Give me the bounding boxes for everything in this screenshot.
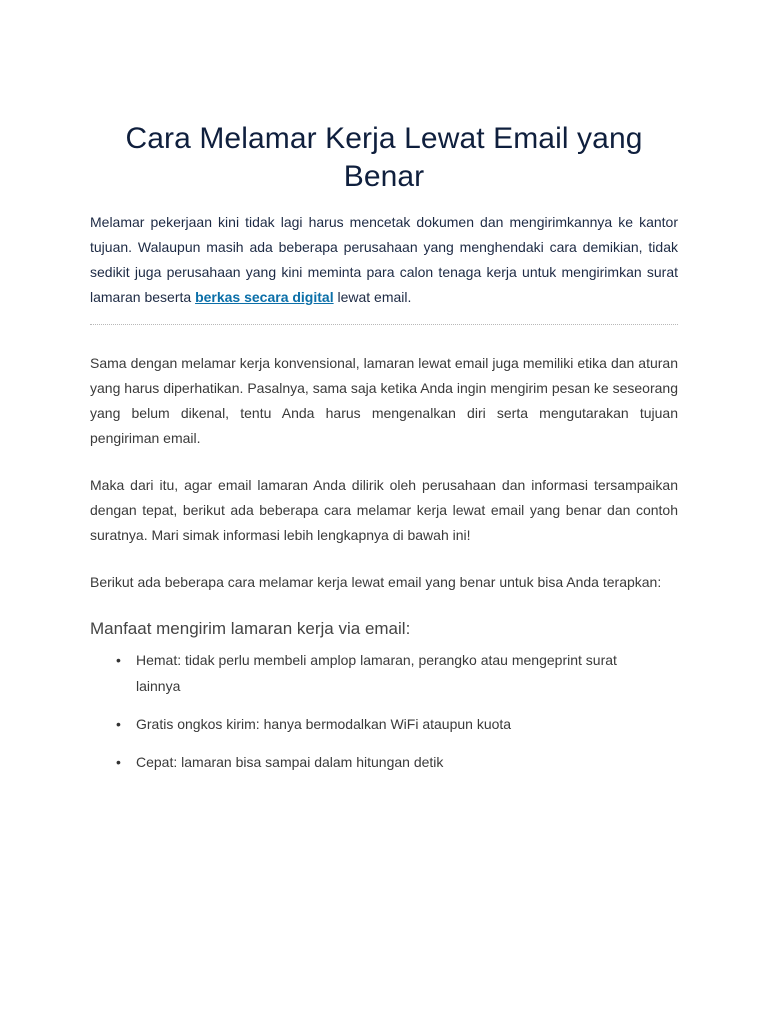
bullet-icon: • xyxy=(116,716,121,732)
benefits-subheading: Manfaat mengirim lamaran kerja via email: xyxy=(90,619,411,638)
section-divider xyxy=(90,324,678,325)
digital-files-link[interactable]: berkas secara digital xyxy=(195,289,334,305)
paragraph-etiquette: Sama dengan melamar kerja konvensional, lamaran lewat email juga memiliki etika dan aturan yang harus diperhatikan. Pasalnya, sama saja ketika Anda ingin mengirim pesan ke seseorang yang belum dikenal, tentu Anda harus mengenalkan diri serta mengutarakan tujuan pengiriman email. xyxy=(90,355,678,446)
list-item-text: Hemat: tidak perlu membeli amplop lamaran, perangko atau mengeprint surat lainnya xyxy=(136,652,617,694)
paragraph-lead-in: Berikut ada beberapa cara melamar kerja lewat email yang benar untuk bisa Anda terapkan: xyxy=(90,574,662,590)
intro-paragraph xyxy=(90,210,678,310)
intro-text-after-link: lewat email. xyxy=(333,289,412,305)
page-title: Cara Melamar Kerja Lewat Email yang Benar xyxy=(125,122,643,193)
list-item xyxy=(116,749,678,775)
bullet-icon: • xyxy=(116,652,121,668)
list-item-text: Gratis ongkos kirim: hanya bermodalkan WiFi ataupun kuota xyxy=(136,716,512,732)
list-item xyxy=(116,711,678,737)
benefits-list xyxy=(90,647,678,775)
document-page xyxy=(90,120,678,787)
bullet-icon: • xyxy=(116,754,121,770)
list-item-text: Cepat: lamaran bisa sampai dalam hitungan detik xyxy=(136,754,444,770)
paragraph-purpose: Maka dari itu, agar email lamaran Anda dilirik oleh perusahaan dan informasi tersampaikan dengan tepat, berikut ada beberapa cara melamar kerja lewat email yang benar dan contoh suratnya. Mari simak informasi lebih lengkapnya di bawah ini! xyxy=(90,477,678,543)
list-item xyxy=(116,647,678,699)
intro-text-before-link: Melamar pekerjaan kini tidak lagi harus mencetak dokumen dan mengirimkannya ke kantor tujuan. Walaupun masih ada beberapa perusahaan yang menghendaki cara demikian, tidak sedikit juga perusahaan yang kini meminta para calon tenaga kerja untuk mengirimkan surat lamaran beserta xyxy=(90,214,678,305)
